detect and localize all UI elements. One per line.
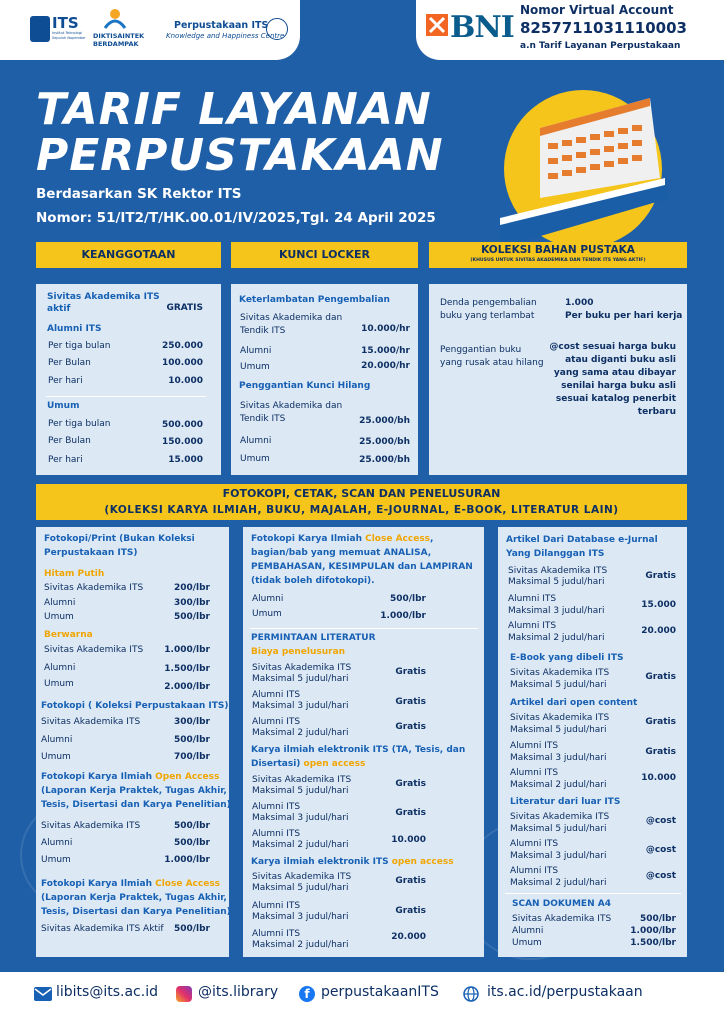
membership-row-label: Per Bulan	[48, 358, 91, 368]
membership-row-value: 100.000	[162, 358, 203, 368]
price-row-value: 700/lbr	[173, 752, 210, 762]
close-access-head-text: Fotokopi Karya Ilmiah	[41, 879, 156, 889]
price-row-value: 15.000	[641, 600, 676, 610]
membership-row-value: 15.000	[168, 455, 203, 465]
open-access-desc: (Laporan Kerja Praktek, Tugas Akhir,	[41, 786, 227, 796]
price-row-value: @cost	[645, 816, 676, 826]
price-row-label: Sivitas Akademika ITS	[252, 663, 352, 673]
koleksi-label-box	[429, 242, 687, 268]
etheses-head: Karya ilmiah elektronik ITS (TA, Tesis, dan	[251, 745, 466, 755]
va-account-name: a.n Tarif Layanan Perpustakaan	[520, 41, 681, 51]
close-access-head	[41, 879, 220, 890]
replacement-value: atau diganti buku asli	[565, 355, 676, 365]
footer-web-link[interactable]: its.ac.id/perpustakaan	[487, 984, 643, 1000]
membership-row-value: 250.000	[162, 341, 203, 351]
perpustakaan-tagline: Knowledge and Happiness Centre	[166, 32, 285, 40]
etheses-head-2	[251, 759, 365, 770]
divider	[505, 893, 681, 894]
membership-row-label: Per hari	[48, 455, 83, 465]
color-head: Berwarna	[44, 630, 93, 640]
civitas-label: Sivitas Akademika ITS	[47, 292, 160, 302]
price-row-label: Alumni	[44, 598, 76, 608]
price-row-label: Alumni ITS	[252, 802, 301, 812]
va-label: Nomor Virtual Account	[520, 3, 674, 17]
close-access-tag: Close Access	[155, 879, 221, 889]
fine-unit: Per buku per hari kerja	[565, 311, 683, 321]
footer-instagram-link[interactable]: @its.library	[198, 984, 279, 1000]
price-row-label: Sivitas Akademika ITS	[44, 645, 144, 655]
membership-row-label: Per tiga bulan	[48, 341, 111, 351]
open-access-desc: Tesis, Disertasi dan Karya Penelitian)	[41, 800, 231, 810]
price-row-value: Gratis	[395, 697, 426, 707]
price-row-label: Umum	[512, 938, 542, 948]
price-row-limit: Maksimal 3 judul/hari	[252, 912, 349, 922]
locker-row-value: 10.000/hr	[361, 324, 410, 334]
alumni-head: Alumni ITS	[47, 324, 102, 334]
price-row-label: Sivitas Akademika ITS	[252, 775, 352, 785]
fotokopi-banner-subtitle: (KOLEKSI KARYA ILMIAH, BUKU, MAJALAH, E-JOURNAL, E-BOOK, LITERATUR LAIN)	[104, 504, 619, 516]
locker-row-label: Sivitas Akademika dan	[240, 313, 343, 323]
collection-copy-head: Fotokopi ( Koleksi Perpustakaan ITS)	[41, 701, 229, 711]
price-row-limit: Maksimal 5 judul/hari	[510, 824, 607, 834]
open-content-head: Artikel dari open content	[510, 698, 638, 708]
fotokopi-banner	[36, 484, 687, 520]
open-access-head-text: Fotokopi Karya Ilmiah	[41, 772, 156, 782]
price-row-limit: Maksimal 2 judul/hari	[252, 728, 349, 738]
locker-row-label: Umum	[240, 362, 270, 372]
price-row-value: 500/lbr	[173, 821, 210, 831]
price-row-value: Gratis	[395, 906, 426, 916]
price-row-value: @cost	[645, 871, 676, 881]
literature-request-head: PERMINTAAN LITERATUR	[251, 633, 376, 643]
price-row-value: Gratis	[645, 571, 676, 581]
price-row-label: Alumni ITS	[510, 839, 559, 849]
locker-row-value: 25.000/bh	[359, 455, 410, 465]
close-access-desc: Tesis, Disertasi dan Karya Penelitian)	[41, 907, 231, 917]
price-row-value: Gratis	[645, 717, 676, 727]
ejournal-head: Artikel Dari Database e-Jurnal	[506, 535, 658, 545]
replacement-label: Penggantian buku	[440, 345, 522, 355]
price-row-value: 300/lbr	[173, 717, 210, 727]
search-fee-label: Biaya penelusuran	[251, 647, 346, 657]
price-row-label: Alumni ITS	[510, 866, 559, 876]
external-lit-head: Literatur dari luar ITS	[510, 797, 621, 807]
price-row-value: Gratis	[395, 722, 426, 732]
price-row-value: 500/lbr	[389, 594, 426, 604]
price-row-label: Sivitas Akademika ITS	[512, 914, 612, 924]
price-row-label: Alumni	[44, 663, 76, 673]
price-row-value: Gratis	[395, 876, 426, 886]
open-access-tag: open access	[391, 857, 454, 867]
koleksi-sublabel: (KHUSUS UNTUK SIVITAS AKADEMIKA DAN TENDIK ITS YANG AKTIF)	[470, 258, 646, 263]
ebook-head: E-Book yang dibeli ITS	[510, 653, 624, 663]
open-access-tag: open access	[303, 759, 366, 769]
price-row-value: Gratis	[395, 667, 426, 677]
civitas-label-2: aktif	[47, 304, 71, 314]
its-logo-text: ITS	[52, 14, 79, 32]
etheses-head-text: Disertasi)	[251, 759, 304, 769]
bw-head: Hitam Putih	[44, 569, 105, 579]
price-row-limit: Maksimal 3 judul/hari	[508, 606, 605, 616]
etheses2-head	[251, 857, 454, 868]
fotokopi-banner-title: FOTOKOPI, CETAK, SCAN DAN PENELUSURAN	[222, 487, 501, 500]
price-row-value: 1.500/lbr	[630, 938, 676, 948]
locker-row-value: 25.000/bh	[359, 437, 410, 447]
va-number: 8257711031110003	[520, 19, 687, 37]
diktisaintek-logo-icon	[103, 8, 127, 30]
koleksi-label: KOLEKSI BAHAN PUSTAKA	[481, 244, 635, 256]
page-title-line1: TARIF LAYANAN	[36, 84, 432, 135]
decree-number: Nomor: 51/IT2/T/HK.00.01/IV/2025,Tgl. 24 April 2025	[36, 210, 436, 226]
email-icon	[34, 987, 52, 1001]
locker-row-label: Umum	[240, 454, 270, 464]
replacement-label: yang rusak atau hilang	[440, 358, 544, 368]
price-row-value: 2.000/lbr	[164, 682, 210, 692]
price-row-value: 10.000	[641, 773, 676, 783]
close-access-tag: Close Access	[365, 534, 431, 544]
price-row-value: 1.000/lbr	[630, 926, 676, 936]
late-return-head: Keterlambatan Pengembalian	[239, 295, 390, 305]
price-row-label: Alumni	[512, 926, 544, 936]
close-access-note: (tidak boleh difotokopi).	[251, 576, 375, 586]
price-row-label: Sivitas Akademika ITS	[510, 668, 610, 678]
price-row-limit: Maksimal 3 judul/hari	[510, 753, 607, 763]
diktisaintek-logo-text: DIKTISAINTEK BERDAMPAK	[93, 32, 145, 48]
fine-label: buku yang terlambat	[440, 311, 535, 321]
locker-row-label: Tendik ITS	[240, 326, 286, 336]
its-logo-subtext: Institut Teknologi Sepuluh Nopember	[52, 31, 86, 40]
price-row-label: Sivitas Akademika ITS	[41, 821, 141, 831]
price-row-label: Alumni	[252, 594, 284, 604]
price-row-value: 300/lbr	[173, 598, 210, 608]
instagram-icon	[176, 986, 192, 1002]
price-row-label: Sivitas Akademika ITS	[508, 566, 608, 576]
price-row-label: Alumni ITS	[252, 829, 301, 839]
price-row-value: Gratis	[395, 779, 426, 789]
close-access-note	[251, 534, 433, 545]
locker-row-label: Sivitas Akademika dan	[240, 401, 343, 411]
price-row-limit: Maksimal 2 judul/hari	[510, 878, 607, 888]
keanggotaan-label: KEANGGOTAAN	[36, 242, 221, 268]
price-row-value: 1.000/lbr	[164, 855, 210, 865]
fine-value: 1.000	[565, 298, 594, 308]
price-row-label: Umum	[41, 752, 71, 762]
price-row-value: 200/lbr	[173, 583, 210, 593]
price-row-limit: Maksimal 3 judul/hari	[510, 851, 607, 861]
decree-reference: Berdasarkan SK Rektor ITS	[36, 186, 242, 202]
price-row-label: Sivitas Akademika ITS	[44, 583, 144, 593]
replacement-value: terbaru	[637, 407, 676, 417]
close-access-note: bagian/bab yang memuat ANALISA,	[251, 548, 432, 558]
locker-row-label: Alumni	[240, 436, 272, 446]
price-row-label: Alumni ITS	[252, 690, 301, 700]
lost-key-head: Penggantian Kunci Hilang	[239, 381, 371, 391]
price-row-value: 20.000	[641, 626, 676, 636]
bni-logo-text: BNI	[450, 10, 514, 45]
price-row-value: Gratis	[645, 672, 676, 682]
facebook-icon: f	[299, 986, 315, 1002]
price-row-limit: Maksimal 3 judul/hari	[252, 813, 349, 823]
price-row-limit: Maksimal 5 judul/hari	[510, 725, 607, 735]
price-row-limit: Maksimal 5 judul/hari	[508, 577, 605, 587]
price-row-value: 500/lbr	[639, 914, 676, 924]
umum-head: Umum	[47, 401, 80, 411]
price-row-limit: Maksimal 5 judul/hari	[510, 680, 607, 690]
price-row-label: Sivitas Akademika ITS	[510, 812, 610, 822]
locker-row-label: Alumni	[240, 346, 272, 356]
membership-row-label: Per hari	[48, 376, 83, 386]
print-head: Fotokopi/Print (Bukan Koleksi	[44, 534, 195, 544]
price-row-limit: Maksimal 5 judul/hari	[252, 786, 349, 796]
price-row-label: Alumni ITS	[508, 621, 557, 631]
price-row-value: 500/lbr	[173, 924, 210, 934]
price-row-value: 10.000	[391, 835, 426, 845]
ejournal-head-2: Yang Dilanggan ITS	[506, 549, 605, 559]
price-row-label: Umum	[41, 855, 71, 865]
close-access-desc: (Laporan Kerja Praktek, Tugas Akhir,	[41, 893, 227, 903]
footer-facebook-link[interactable]: perpustakaanITS	[321, 984, 439, 1000]
price-row-label: Alumni ITS	[252, 901, 301, 911]
price-row-value: 500/lbr	[173, 838, 210, 848]
price-row-label: Alumni ITS	[252, 929, 301, 939]
civitas-fee: GRATIS	[166, 303, 203, 313]
page-title-line2: PERPUSTAKAAN	[36, 130, 444, 181]
price-row-label: Umum	[44, 612, 74, 622]
price-row-label: Alumni	[41, 735, 73, 745]
library-building-illustration	[500, 88, 680, 258]
its-logo-icon	[30, 16, 50, 42]
print-head-2: Perpustakaan ITS)	[44, 548, 138, 558]
locker-row-label: Tendik ITS	[240, 414, 286, 424]
price-row-value: 500/lbr	[173, 612, 210, 622]
price-row-value: 1.000/lbr	[380, 611, 426, 621]
price-row-label: Umum	[252, 609, 282, 619]
bni-logo-icon	[426, 14, 448, 36]
price-row-label: Sivitas Akademika ITS	[252, 872, 352, 882]
price-row-value: 1.500/lbr	[164, 664, 210, 674]
close-access-note: PEMBAHASAN, KESIMPULAN dan LAMPIRAN	[251, 562, 473, 572]
locker-label: KUNCI LOCKER	[231, 242, 418, 268]
price-row-label: Sivitas Akademika ITS	[510, 713, 610, 723]
membership-row-value: 500.000	[162, 420, 203, 430]
membership-row-label: Per Bulan	[48, 436, 91, 446]
price-row-value: Gratis	[395, 808, 426, 818]
price-row-limit: Maksimal 2 judul/hari	[252, 940, 349, 950]
close-access-note-comma: ,	[430, 534, 434, 544]
perpustakaan-seal-icon	[266, 18, 288, 40]
price-row-label: Sivitas Akademika ITS	[41, 717, 141, 727]
price-row-label: Umum	[44, 679, 74, 689]
price-row-label: Alumni ITS	[510, 768, 559, 778]
divider	[250, 628, 478, 629]
price-row-limit: Maksimal 3 judul/hari	[252, 701, 349, 711]
price-row-value: Gratis	[645, 747, 676, 757]
open-access-head	[41, 772, 219, 783]
fine-label: Denda pengembalian	[440, 298, 537, 308]
price-row-limit: Maksimal 2 judul/hari	[252, 840, 349, 850]
divider	[46, 396, 206, 397]
replacement-value: senilai harga buku asli	[561, 381, 676, 391]
price-row-label: Alumni ITS	[252, 717, 301, 727]
price-row-limit: Maksimal 5 judul/hari	[252, 674, 349, 684]
price-row-label: Alumni ITS	[510, 741, 559, 751]
price-row-value: 20.000	[391, 932, 426, 942]
membership-row-value: 10.000	[168, 376, 203, 386]
open-access-tag: Open Access	[155, 772, 220, 782]
locker-row-value: 20.000/hr	[361, 361, 410, 371]
footer-email-link[interactable]: libits@its.ac.id	[56, 984, 158, 1000]
locker-row-value: 15.000/hr	[361, 346, 410, 356]
price-row-label: Sivitas Akademika ITS Aktif	[41, 924, 164, 934]
price-row-value: 500/lbr	[173, 735, 210, 745]
price-row-label: Alumni ITS	[508, 594, 557, 604]
etheses2-head-text: Karya ilmiah elektronik ITS	[251, 857, 392, 867]
globe-icon	[463, 986, 479, 1002]
price-row-limit: Maksimal 2 judul/hari	[508, 633, 605, 643]
membership-row-label: Per tiga bulan	[48, 419, 111, 429]
price-row-value: @cost	[645, 845, 676, 855]
membership-row-value: 150.000	[162, 437, 203, 447]
price-row-value: 1.000/lbr	[164, 645, 210, 655]
close-access-note-text: Fotokopi Karya Ilmiah	[251, 534, 366, 544]
price-row-limit: Maksimal 5 judul/hari	[252, 883, 349, 893]
scan-head: SCAN DOKUMEN A4	[512, 899, 611, 909]
replacement-value: sesuai katalog penerbit	[555, 394, 676, 404]
replacement-value: yang sama atau dibayar	[553, 368, 676, 378]
perpustakaan-name: Perpustakaan ITS	[174, 20, 269, 31]
price-row-limit: Maksimal 2 judul/hari	[510, 780, 607, 790]
price-row-label: Alumni	[41, 838, 73, 848]
replacement-value: @cost sesuai harga buku	[549, 342, 676, 352]
locker-row-value: 25.000/bh	[359, 416, 410, 426]
